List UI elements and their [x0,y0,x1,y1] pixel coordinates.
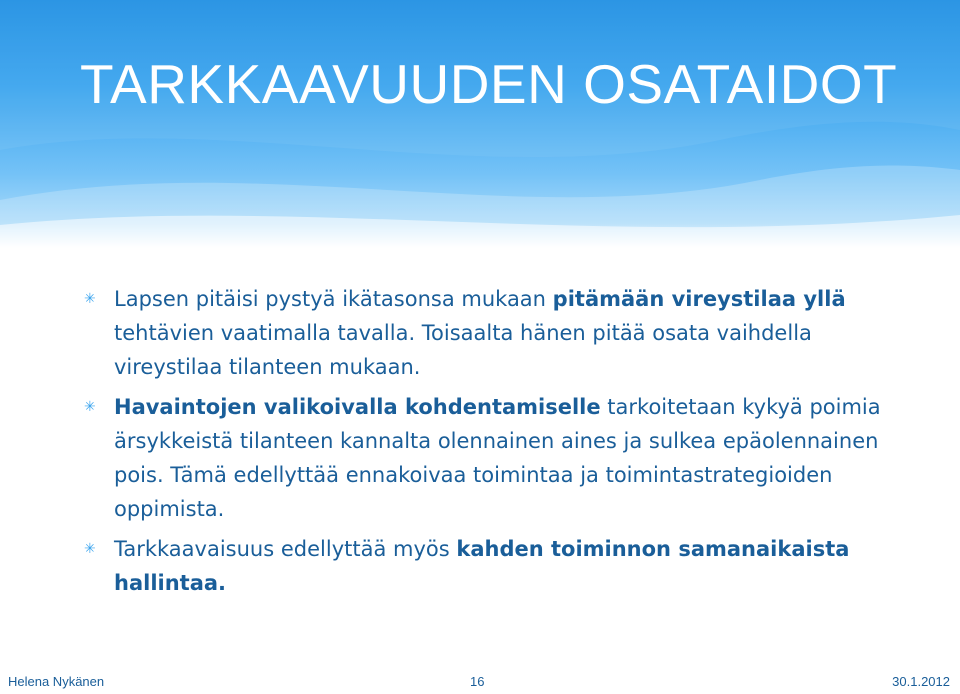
bullet-text: Tarkkaavaisuus edellyttää myös [114,537,457,561]
bullet-item [84,390,884,526]
asterisk-icon: ✳ [84,541,96,557]
bullet-text: Lapsen pitäisi pystyä ikätasonsa mukaan [114,287,553,311]
asterisk-icon: ✳ [84,399,96,415]
footer-page-number: 16 [470,674,485,689]
header-banner [0,0,960,248]
bullet-text-bold: kahden toiminnon samanaikaista hallintaa. [114,537,850,595]
footer [0,672,960,694]
slide-title: TARKKAAVUUDEN OSATAIDOT [80,53,898,115]
bullet-text-bold: Havaintojen valikoivalla kohdentamiselle [114,395,601,419]
bullet-text-bold: pitämään vireystilaa yllä [552,287,846,311]
bullet-item [84,282,884,384]
bullet-text: tarkoitetaan kykyä poimia ärsykkeistä tilanteen kannalta olennainen aines ja sulkea epäolennainen pois. Tämä edellyttää ennakoivaa toimintaa ja toimintastrategioiden oppimista. [114,395,881,521]
footer-author: Helena Nykänen [8,674,105,689]
footer-date: 30.1.2012 [892,674,950,689]
bullet-list [84,282,884,606]
wave-decoration [0,0,960,248]
bullet-text: tehtävien vaatimalla tavalla. Toisaalta hänen pitää osata vaihdella vireystilaa tilanteen mukaan. [114,321,812,379]
asterisk-icon: ✳ [84,291,96,307]
bullet-item [84,532,884,600]
